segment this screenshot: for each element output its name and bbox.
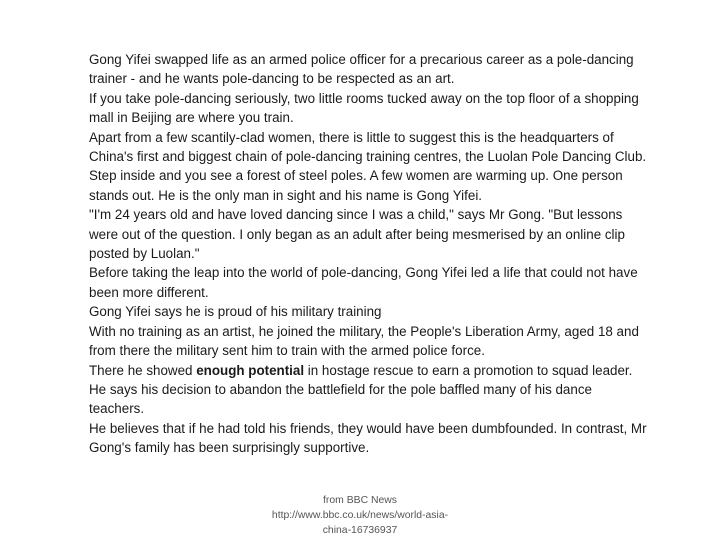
source-line-url-end: china-16736937 bbox=[322, 525, 398, 536]
article-body bbox=[89, 50, 647, 458]
paragraph-training-location: If you take pole-dancing seriously, two little rooms tucked away on the top floor of a shopping mall in Beijing are where you train. bbox=[89, 90, 639, 126]
paragraph-potential-before: There he showed bbox=[89, 362, 197, 378]
source-line-url: http://www.bbc.co.uk/news/world-asia- bbox=[271, 510, 449, 521]
paragraph-dance-teachers: He says his decision to abandon the battlefield for the pole baffled many of his dance teachers. bbox=[89, 381, 592, 417]
source-citation bbox=[250, 493, 470, 538]
paragraph-potential-after: in hostage rescue to earn a promotion to squad leader. bbox=[304, 362, 633, 378]
paragraph-caption: Gong Yifei says he is proud of his military training bbox=[89, 304, 382, 320]
paragraph-headquarters: Apart from a few scantily-clad women, there is little to suggest this is the headquarters of China's first and biggest chain of pole-dancing training centres, the Luolan Pole Dancing Club. bbox=[89, 129, 647, 165]
paragraph-steel-poles: Step inside and you see a forest of steel poles. A few women are warming up. One person stands out. He is the only man in sight and his name is Gong Yifei. bbox=[89, 168, 623, 203]
paragraph-before-leap: Before taking the leap into the world of pole-dancing, Gong Yifei led a life that could not have been more different. bbox=[89, 265, 638, 300]
paragraph-intro: Gong Yifei swapped life as an armed police officer for a precarious career as a pole-dancing trainer - and he wants pole-dancing to be respected as an art. bbox=[89, 52, 634, 87]
paragraph-potential-bold: enough potential bbox=[196, 362, 305, 378]
paragraph-potential bbox=[89, 361, 647, 380]
paragraph-quote: "I'm 24 years old and have loved dancing since I was a child," says Mr Gong. "But lessons were out of the question. I only began as an adult after being mesmerised by an online clip posted by Luolan." bbox=[89, 207, 625, 262]
paragraph-family: He believes that if he had told his friends, they would have been dumbfounded. In contrast, Mr Gong's family has been surprisingly supportive. bbox=[89, 420, 647, 456]
paragraph-military: With no training as an artist, he joined the military, the People's Liberation Army, aged 18 and from there the military sent him to train with the armed police force. bbox=[89, 323, 639, 359]
source-line-publisher: from BBC News bbox=[323, 495, 397, 506]
